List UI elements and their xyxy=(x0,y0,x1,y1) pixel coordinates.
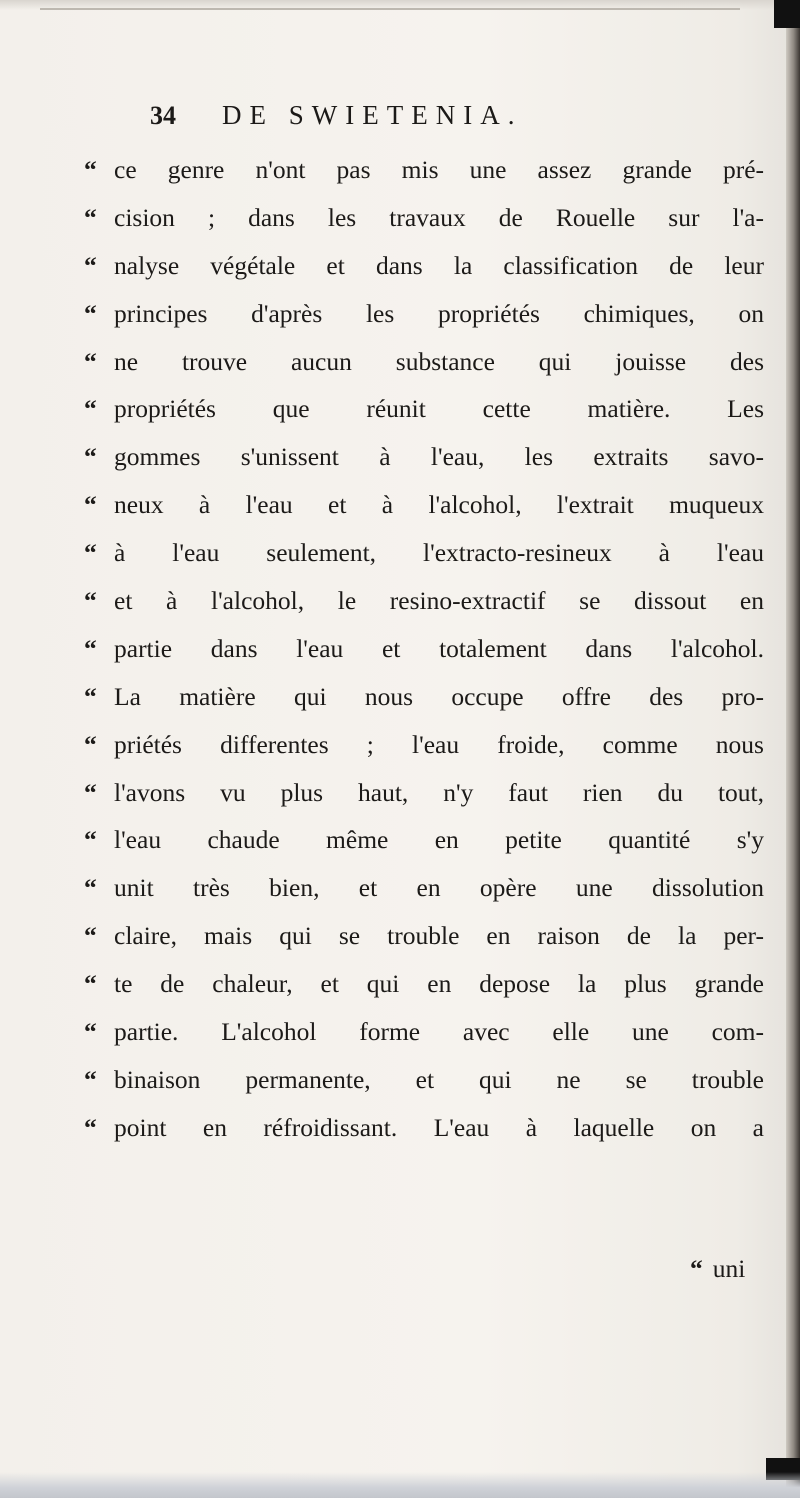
page-number: 34 xyxy=(150,101,176,130)
text-line-content: et à l'alcohol, le resino-extractif se dissout en xyxy=(114,586,764,616)
text-line xyxy=(84,385,774,433)
page-bottom-shadow xyxy=(0,1472,800,1498)
text-line-content: La matière qui nous occupe offre des pro- xyxy=(114,681,764,711)
text-line xyxy=(84,481,774,529)
text-line xyxy=(84,625,774,673)
quote-mark: “ xyxy=(84,681,97,711)
text-line xyxy=(84,816,774,864)
text-line-content: priétés differentes ; l'eau froide, comme nous xyxy=(114,729,764,759)
text-line-content: à l'eau seulement, l'extracto-resineux à l'eau xyxy=(114,538,764,568)
quote-mark: “ xyxy=(84,1017,97,1047)
text-line-content: principes d'après les propriétés chimiques, on xyxy=(114,298,764,328)
quote-mark: “ xyxy=(84,729,97,759)
quote-mark: “ xyxy=(690,1254,703,1283)
quote-mark: “ xyxy=(84,394,97,424)
quote-mark: “ xyxy=(84,490,97,520)
text-line-content: claire, mais qui se trouble en raison de la per- xyxy=(114,921,764,951)
text-line-content: partie dans l'eau et totalement dans l'alcohol. xyxy=(114,633,764,663)
text-line-content: unit très bien, et en opère une dissolution xyxy=(114,873,764,903)
catchword xyxy=(690,1254,745,1284)
quote-mark: “ xyxy=(84,250,97,280)
text-line-content: te de chaleur, et qui en depose la plus grande xyxy=(114,969,764,999)
text-line xyxy=(84,673,774,721)
quote-mark: “ xyxy=(84,777,97,807)
text-line xyxy=(84,960,774,1008)
text-line xyxy=(84,864,774,912)
text-line xyxy=(84,1056,774,1104)
text-line-content: propriétés que réunit cette matière. Les xyxy=(114,394,764,424)
quote-mark: “ xyxy=(84,538,97,568)
quote-mark: “ xyxy=(84,969,97,999)
page-top-rule xyxy=(40,8,740,10)
quote-mark: “ xyxy=(84,873,97,903)
text-line-content: partie. L'alcohol forme avec elle une com- xyxy=(114,1017,764,1047)
quote-mark: “ xyxy=(84,442,97,472)
page-header xyxy=(150,100,670,140)
quote-mark: “ xyxy=(84,202,97,232)
quote-mark: “ xyxy=(84,155,97,184)
text-line-content: point en réfroidissant. L'eau à laquelle on a xyxy=(114,1112,764,1142)
text-line xyxy=(84,769,774,817)
text-line-content: neux à l'eau et à l'alcohol, l'extrait muqueux xyxy=(114,490,764,520)
quote-mark: “ xyxy=(84,346,97,376)
text-line-content: cision ; dans les travaux de Rouelle sur l'a- xyxy=(114,202,764,232)
body-text xyxy=(84,146,774,1152)
text-line xyxy=(84,1104,774,1152)
quote-mark: “ xyxy=(84,921,97,951)
catchword-text: uni xyxy=(712,1254,746,1283)
text-line-content: binaison permanente, et qui ne se trouble xyxy=(114,1064,764,1094)
quote-mark: “ xyxy=(84,825,97,855)
text-line-content: l'eau chaude même en petite quantité s'y xyxy=(114,825,764,855)
corner-dark-mark xyxy=(774,0,800,28)
text-line-content: gommes s'unissent à l'eau, les extraits savo- xyxy=(114,442,764,472)
text-line-content: ne trouve aucun substance qui jouisse des xyxy=(114,346,764,376)
text-line-content: nalyse végétale et dans la classification de leur xyxy=(114,250,764,280)
text-line xyxy=(84,721,774,769)
text-line xyxy=(84,194,774,242)
text-line xyxy=(84,1008,774,1056)
running-head: DE SWIETENIA. xyxy=(222,100,523,130)
text-line xyxy=(84,338,774,386)
text-line-content: l'avons vu plus haut, n'y faut rien du tout, xyxy=(114,777,764,807)
text-line xyxy=(84,290,774,338)
quote-mark: “ xyxy=(84,586,97,616)
quote-mark: “ xyxy=(84,1112,97,1142)
text-line xyxy=(84,433,774,481)
text-line xyxy=(84,577,774,625)
text-line xyxy=(84,242,774,290)
quote-mark: “ xyxy=(84,298,97,328)
quote-mark: “ xyxy=(84,633,97,663)
text-line xyxy=(84,912,774,960)
page-binding-edge xyxy=(786,0,800,1498)
text-line xyxy=(84,529,774,577)
quote-mark: “ xyxy=(84,1064,97,1094)
text-line-content: ce genre n'ont pas mis une assez grande pré- xyxy=(114,155,764,184)
text-line xyxy=(84,146,774,194)
